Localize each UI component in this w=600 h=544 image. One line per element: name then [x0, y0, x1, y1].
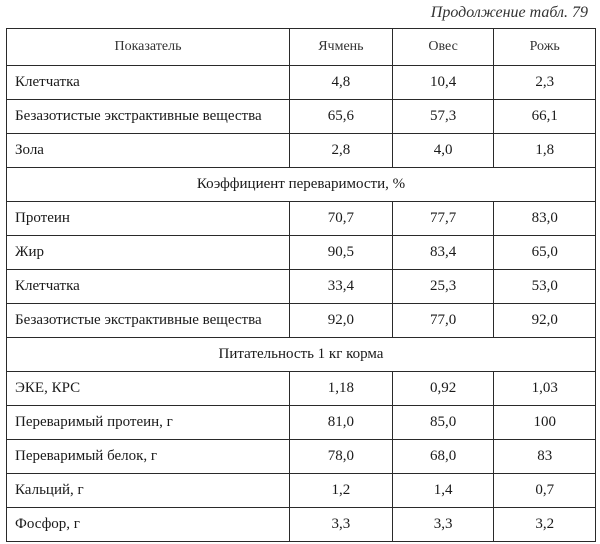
value-rye: 1,8 — [494, 134, 596, 168]
value-barley: 4,8 — [289, 66, 392, 100]
table-row — [7, 508, 596, 542]
table-row — [7, 236, 596, 270]
table-row — [7, 202, 596, 236]
table-section-row — [7, 338, 596, 372]
value-oats: 83,4 — [392, 236, 494, 270]
value-rye: 53,0 — [494, 270, 596, 304]
row-label: Жир — [7, 236, 290, 270]
value-rye: 92,0 — [494, 304, 596, 338]
table-header-row — [7, 29, 596, 66]
value-oats: 1,4 — [392, 474, 494, 508]
value-oats: 77,7 — [392, 202, 494, 236]
row-label: Зола — [7, 134, 290, 168]
table-caption: Продолжение табл. 79 — [430, 4, 588, 21]
section-heading: Питательность 1 кг корма — [7, 338, 596, 372]
value-rye: 66,1 — [494, 100, 596, 134]
section-heading: Коэффициент переваримости, % — [7, 168, 596, 202]
header-rye: Рожь — [494, 29, 596, 66]
row-label: Протеин — [7, 202, 290, 236]
value-barley: 33,4 — [289, 270, 392, 304]
row-label: Клетчатка — [7, 270, 290, 304]
table-row — [7, 440, 596, 474]
table-row — [7, 100, 596, 134]
row-label: Безазотистые экстрактивные вещества — [7, 304, 290, 338]
table-row — [7, 66, 596, 100]
value-oats: 57,3 — [392, 100, 494, 134]
value-rye: 65,0 — [494, 236, 596, 270]
table-row — [7, 134, 596, 168]
value-barley: 1,18 — [289, 372, 392, 406]
value-oats: 85,0 — [392, 406, 494, 440]
value-rye: 83 — [494, 440, 596, 474]
value-oats: 68,0 — [392, 440, 494, 474]
row-label: Безазотистые экстрактивные вещества — [7, 100, 290, 134]
row-label: Переваримый белок, г — [7, 440, 290, 474]
row-label: ЭКЕ, КРС — [7, 372, 290, 406]
table-body — [7, 66, 596, 542]
value-barley: 2,8 — [289, 134, 392, 168]
value-barley: 3,3 — [289, 508, 392, 542]
value-barley: 70,7 — [289, 202, 392, 236]
header-oats: Овес — [392, 29, 494, 66]
table-row — [7, 406, 596, 440]
value-barley: 90,5 — [289, 236, 392, 270]
table-section-row — [7, 168, 596, 202]
value-barley: 78,0 — [289, 440, 392, 474]
table-row — [7, 304, 596, 338]
value-oats: 3,3 — [392, 508, 494, 542]
value-barley: 65,6 — [289, 100, 392, 134]
value-oats: 4,0 — [392, 134, 494, 168]
header-barley: Ячмень — [289, 29, 392, 66]
value-barley: 1,2 — [289, 474, 392, 508]
table-row — [7, 474, 596, 508]
value-barley: 92,0 — [289, 304, 392, 338]
value-rye: 2,3 — [494, 66, 596, 100]
row-label: Переваримый протеин, г — [7, 406, 290, 440]
value-rye: 83,0 — [494, 202, 596, 236]
table-row — [7, 372, 596, 406]
row-label: Кальций, г — [7, 474, 290, 508]
header-indicator: Показатель — [7, 29, 290, 66]
value-oats: 0,92 — [392, 372, 494, 406]
row-label: Клетчатка — [7, 66, 290, 100]
value-rye: 3,2 — [494, 508, 596, 542]
value-rye: 1,03 — [494, 372, 596, 406]
value-oats: 25,3 — [392, 270, 494, 304]
data-table — [6, 28, 596, 542]
value-oats: 10,4 — [392, 66, 494, 100]
row-label: Фосфор, г — [7, 508, 290, 542]
table-row — [7, 270, 596, 304]
value-rye: 100 — [494, 406, 596, 440]
value-rye: 0,7 — [494, 474, 596, 508]
value-barley: 81,0 — [289, 406, 392, 440]
value-oats: 77,0 — [392, 304, 494, 338]
